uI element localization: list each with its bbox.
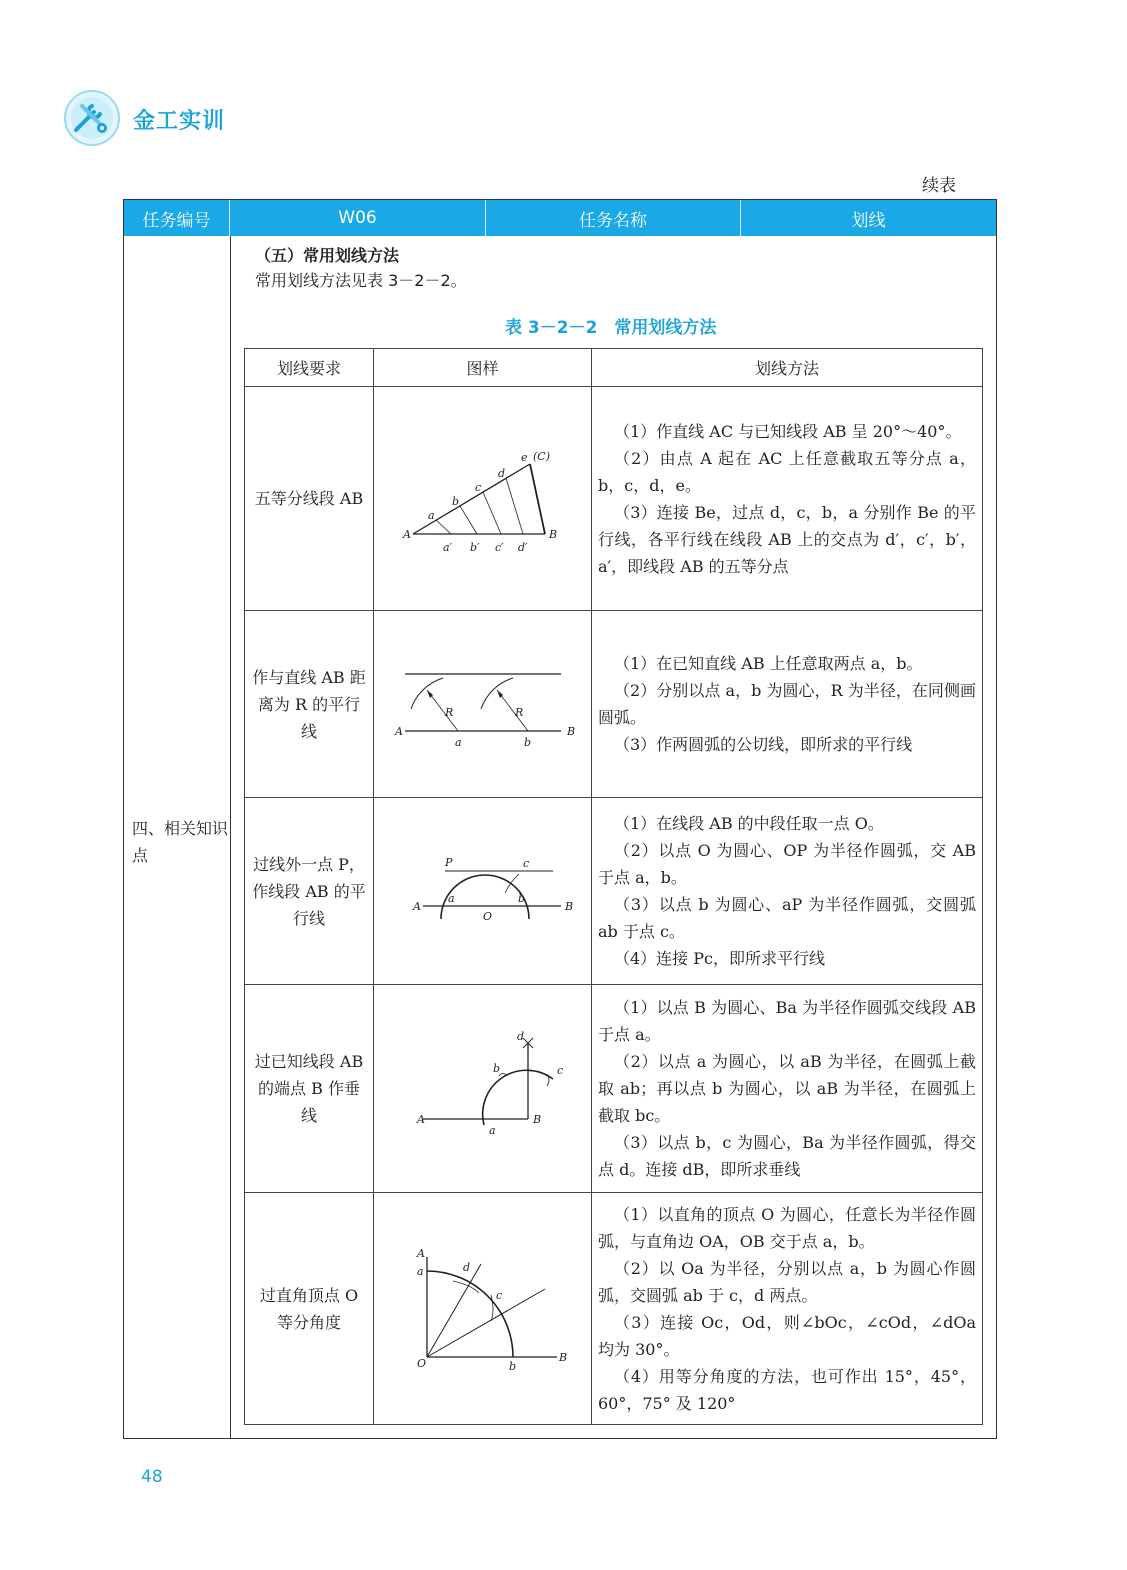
label-d: d	[462, 1260, 470, 1274]
label-P: P	[444, 856, 452, 869]
task-header-bar	[124, 200, 996, 236]
method-step: （3）连接 Oc，Od，则∠bOc，∠cOd，∠dOa 均为 30°。	[598, 1312, 976, 1359]
label-c-prime: c′	[494, 540, 504, 554]
perpendicular-diagram	[383, 1024, 583, 1154]
section-title: （五）常用划线方法	[255, 246, 400, 265]
book-title: 金工实训	[133, 109, 226, 134]
label-O: O	[416, 1356, 426, 1370]
method-step: （2）以点 a 为圆心，以 aB 为半径，在圆弧上截取 ab；再以点 b 为圆心，以 aB 为半径，在圆弧上截取 bc。	[598, 1052, 976, 1125]
page-number: 48	[141, 1467, 163, 1487]
label-R: R	[444, 706, 453, 719]
header-method: 划线方法	[592, 349, 983, 387]
label-C: (C)	[532, 449, 550, 463]
method-step: （3）以点 b 为圆心、aP 为半径作圆弧，交圆弧 ab 于点 c。	[598, 895, 976, 941]
table-row	[245, 798, 983, 985]
label-a-prime: a′	[442, 540, 452, 554]
requirement-cell: 过已知线段 AB 的端点 B 作垂线	[245, 985, 374, 1193]
label-e: e	[520, 450, 528, 464]
requirement-cell: 过直角顶点 O 等分角度	[245, 1193, 374, 1425]
label-c: c	[522, 857, 529, 870]
method-step: （3）连接 Be，过点 d，c，b，a 分别作 Be 的平行线，各平行线在线段 AB 上的交点为 d′，c′，b′，a′，即线段 AB 的五等分点	[598, 502, 976, 576]
table-caption: 表 3－2－2 常用划线方法	[505, 318, 717, 338]
label-B: B	[548, 527, 557, 541]
method-step: （2）以点 O 为圆心、OP 为半径作圆弧，交 AB 于点 a，b。	[598, 841, 976, 887]
method-cell	[592, 1193, 983, 1425]
method-cell	[592, 798, 983, 985]
method-step: （2）以 Oa 为半径，分别以点 a，b 为圆心作圆弧，交圆弧 ab 于 c，d 两点。	[598, 1258, 976, 1305]
method-cell	[592, 985, 983, 1193]
label-a: a	[488, 1123, 496, 1137]
task-number-value: W06	[230, 200, 486, 236]
label-d-prime: d′	[517, 540, 528, 554]
label-a: a	[454, 736, 462, 749]
label-d: d	[497, 466, 505, 480]
section-text: 常用划线方法见表 3－2－2。	[255, 271, 467, 290]
figure-cell	[374, 387, 592, 611]
task-name-label: 任务名称	[486, 200, 741, 236]
requirement-cell: 过线外一点 P，作线段 AB 的平行线	[245, 798, 374, 985]
figure-cell	[374, 985, 592, 1193]
label-c: c	[474, 480, 481, 494]
label-R: R	[514, 706, 523, 719]
task-name-value: 划线	[851, 210, 886, 231]
figure-cell	[374, 611, 592, 798]
method-step: （2）分别以点 a，b 为圆心，R 为半径，在同侧画圆弧。	[598, 681, 976, 727]
label-a: a	[427, 508, 435, 522]
label-c: c	[495, 1288, 502, 1302]
label-b: b	[451, 494, 459, 508]
wrench-gear-icon	[62, 88, 122, 148]
label-A: A	[416, 1246, 425, 1260]
label-b: b	[508, 1359, 516, 1373]
header-requirement: 划线要求	[245, 349, 374, 387]
figure-cell	[374, 798, 592, 985]
table-row	[245, 387, 983, 611]
angle-trisection-diagram	[383, 1239, 583, 1379]
five-division-diagram	[383, 429, 583, 569]
header-figure: 图样	[374, 349, 592, 387]
label-a: a	[447, 892, 455, 905]
method-step: （1）以点 B 为圆心、Ba 为半径作圆弧交线段 AB 于点 a。	[598, 998, 976, 1044]
parallel-distance-diagram	[383, 654, 583, 754]
side-section-label: 四、相关知识点	[132, 819, 229, 865]
label-a: a	[416, 1264, 424, 1278]
parallel-through-point-diagram	[383, 841, 583, 941]
table-row	[245, 611, 983, 798]
method-cell	[592, 611, 983, 798]
method-step: （4）连接 Pc，即所求平行线	[614, 949, 825, 968]
label-b: b	[523, 736, 531, 749]
label-A: A	[412, 900, 421, 913]
label-B: B	[558, 1350, 567, 1364]
method-step: （1）作直线 AC 与已知线段 AB 呈 20°～40°。	[614, 421, 962, 441]
label-B: B	[564, 900, 573, 913]
method-step: （4）用等分角度的方法，也可作出 15°，45°，60°，75° 及 120°	[598, 1366, 976, 1413]
method-step: （3）作两圆弧的公切线，即所求的平行线	[614, 735, 913, 754]
method-step: （2）由点 A 起在 AC 上任意截取五等分点 a，b，c，d，e。	[598, 448, 976, 495]
label-b: b	[492, 1061, 500, 1075]
label-A: A	[402, 527, 411, 541]
table-row	[245, 1193, 983, 1425]
label-A: A	[394, 725, 403, 738]
label-d: d	[516, 1029, 524, 1043]
task-number-label: 任务编号	[124, 200, 230, 236]
label-b: b	[517, 892, 525, 905]
column-divider	[230, 236, 231, 1439]
table-row	[245, 985, 983, 1193]
label-O: O	[482, 910, 492, 923]
table-header-row	[245, 349, 983, 387]
method-step: （1）以直角的顶点 O 为圆心，任意长为半径作圆弧，与直角边 OA，OB 交于点 a，b。	[598, 1204, 976, 1251]
label-A: A	[416, 1112, 425, 1126]
method-step: （1）在已知直线 AB 上任意取两点 a，b。	[614, 654, 923, 673]
figure-cell	[374, 1193, 592, 1425]
method-step: （1）在线段 AB 的中段任取一点 O。	[614, 814, 884, 833]
continued-label: 续表	[922, 176, 956, 196]
label-B: B	[532, 1112, 541, 1126]
label-B: B	[566, 725, 575, 738]
label-b-prime: b′	[469, 540, 480, 554]
method-cell	[592, 387, 983, 611]
method-step: （3）以点 b，c 为圆心，Ba 为半径作圆弧，得交点 d。连接 dB，即所求垂线	[598, 1133, 976, 1179]
label-c: c	[556, 1063, 563, 1077]
methods-table	[244, 348, 983, 1425]
requirement-cell: 作与直线 AB 距离为 R 的平行线	[245, 611, 374, 798]
requirement-cell: 五等分线段 AB	[245, 387, 374, 611]
